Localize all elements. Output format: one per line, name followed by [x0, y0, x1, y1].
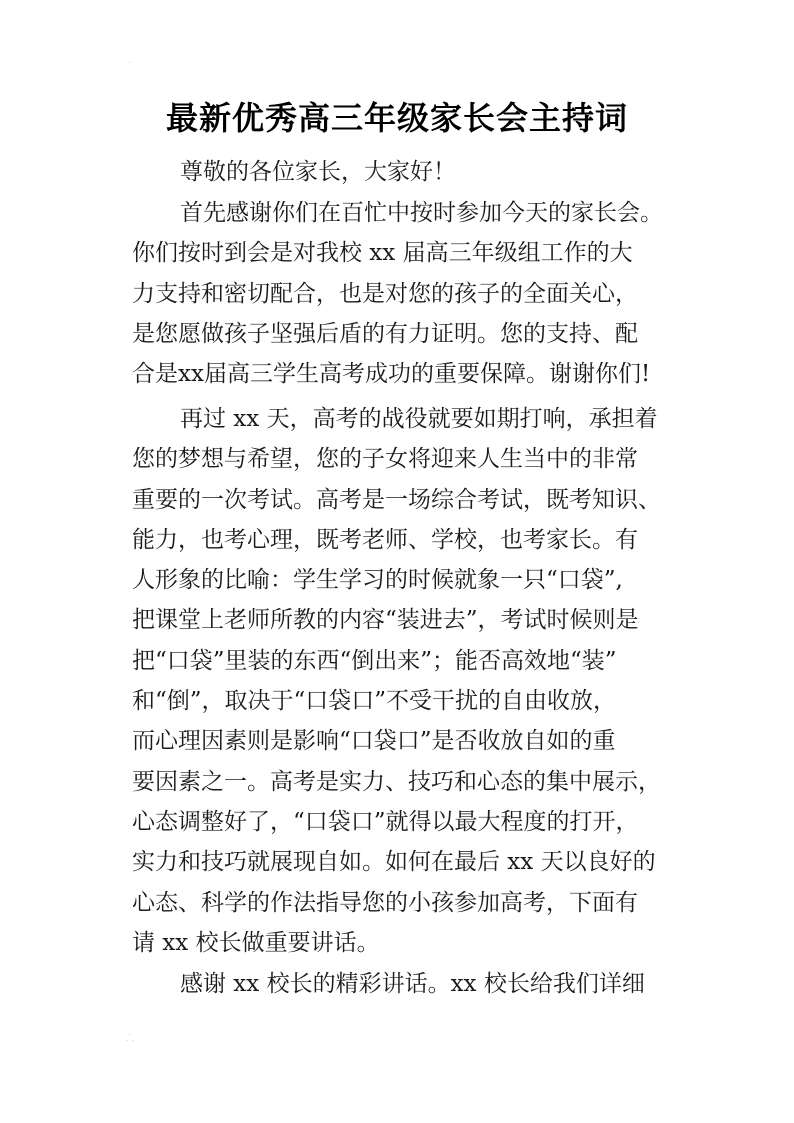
paragraph-line: 合是xx届高三学生高考成功的重要保障。谢谢你们! [132, 361, 651, 388]
paragraph-line: 能力，也考心理，既考老师、学校，也考家长。有 [132, 526, 638, 553]
greeting-line: 尊敬的各位家长，大家好！ [180, 159, 456, 185]
paragraph-line: 您的梦想与希望，您的子女将迎来人生当中的非常 [132, 446, 638, 473]
paragraph-2 [132, 399, 672, 963]
paragraph-line: 请 xx 校长做重要讲话。 [132, 929, 380, 956]
paragraph-line: 感谢 xx 校长的精彩讲话。xx 校长给我们详细 [180, 971, 645, 997]
paragraph-line: 把课堂上老师所教的内容“装进去”，考试时候则是 [132, 607, 639, 634]
paragraph-line: 再过 xx 天，高考的战役就要如期打响，承担着 [180, 406, 658, 432]
paragraph-line: 首先感谢你们在百忙中按时参加今天的家长会。 [180, 200, 663, 226]
paragraph-line: 心态、科学的作法指导您的小孩参加高考，下面有 [132, 889, 638, 916]
paragraph-line: 把“口袋”里装的东西“倒出来”；能否高效地“装” [132, 647, 617, 674]
scan-speck: ⸫ [126, 1033, 135, 1044]
paragraph-3 [132, 964, 672, 1004]
paragraph-line: 力支持和密切配合，也是对您的孩子的全面关心， [132, 280, 638, 307]
paragraph-line: 重要的一次考试。高考是一场综合考试，既考知识、 [132, 486, 661, 513]
paragraph-line: 实力和技巧就展现自如。如何在最后 xx 天以良好的 [132, 849, 656, 876]
paragraph-line: 是您愿做孩子坚强后盾的有力证明。您的支持、配 [132, 320, 638, 347]
paragraph-line: 而心理因素则是影响“口袋口”是否收放自如的重 [132, 728, 616, 755]
paragraph-1 [132, 193, 672, 394]
paragraph-line: 人形象的比喻：学生学习的时候就象一只“口袋”, [132, 567, 623, 594]
scan-speck: · [128, 58, 132, 69]
paragraph-line: 你们按时到会是对我校 xx 届高三年级组工作的大 [132, 240, 633, 267]
paragraph-line: 要因素之一。高考是实力、技巧和心态的集中展示， [132, 768, 661, 795]
document-title: 最新优秀高三年级家长会主持词 [165, 99, 628, 137]
paragraph-line: 心态调整好了，“口袋口”就得以最大程度的打开， [132, 808, 639, 835]
paragraph-line: 和“倒”，取决于“口袋口”不受干扰的自由收放， [132, 688, 617, 715]
